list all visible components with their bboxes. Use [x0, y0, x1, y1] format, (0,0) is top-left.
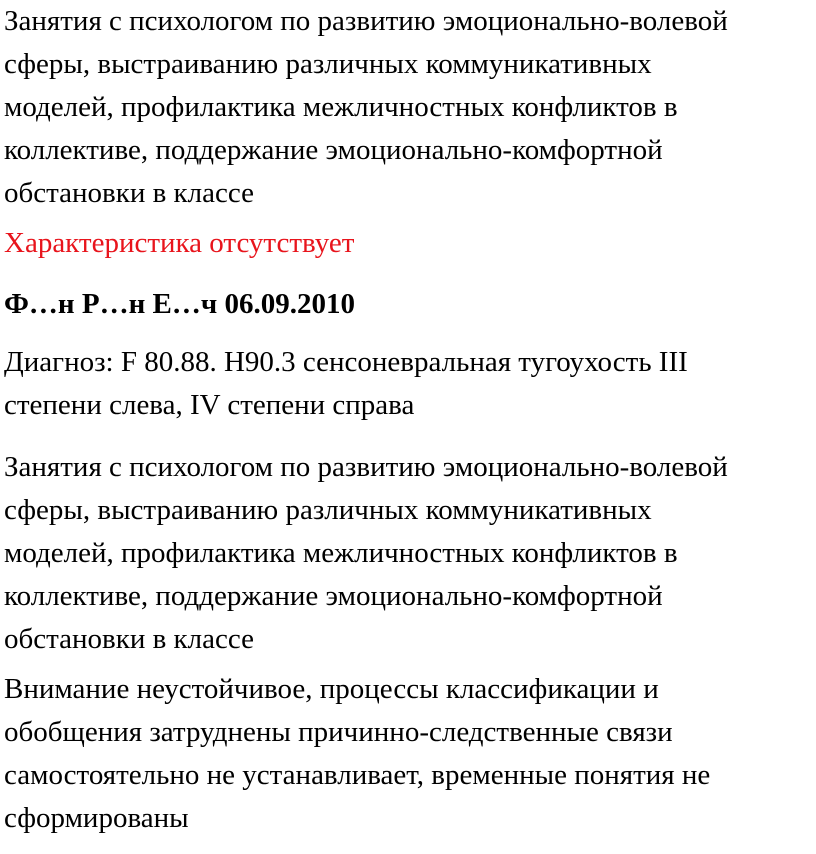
paragraph-characteristic-missing — [4, 222, 354, 265]
text-line: самостоятельно не устанавливает, временные понятия не — [4, 759, 711, 791]
text-line: моделей, профилактика межличностных конфликтов в — [4, 91, 678, 123]
paragraph-diagnosis — [4, 341, 688, 427]
text-line: степени слева, IV степени справа — [4, 389, 415, 421]
text-line: обобщения затруднены причинно-следственные связи — [4, 716, 673, 748]
paragraph-psychologist-sessions-1 — [4, 0, 728, 215]
text-line: обстановки в классе — [4, 177, 254, 209]
paragraph-attention-assessment — [4, 668, 710, 840]
text-line: коллективе, поддержание эмоционально-комфортной — [4, 134, 663, 166]
text-line: Внимание неустойчивое, процессы классификации и — [4, 673, 659, 705]
text-line: сферы, выстраиванию различных коммуникативных — [4, 48, 652, 80]
paragraph-student-name-date — [4, 283, 355, 326]
text-line: коллективе, поддержание эмоционально-комфортной — [4, 580, 663, 612]
paragraph-psychologist-sessions-2 — [4, 446, 728, 661]
text-line: сферы, выстраиванию различных коммуникативных — [4, 494, 652, 526]
text-line: моделей, профилактика межличностных конфликтов в — [4, 537, 678, 569]
text-line: Ф…н Р…н Е…ч 06.09.2010 — [4, 288, 355, 320]
text-line: Диагноз: F 80.88. H90.3 сенсоневральная тугоухость III — [4, 346, 688, 378]
text-line: сформированы — [4, 802, 189, 834]
text-line: Занятия с психологом по развитию эмоционально-волевой — [4, 451, 728, 483]
text-line: обстановки в классе — [4, 623, 254, 655]
text-line: Характеристика отсутствует — [4, 227, 355, 259]
text-line: Занятия с психологом по развитию эмоционально-волевой — [4, 5, 728, 37]
